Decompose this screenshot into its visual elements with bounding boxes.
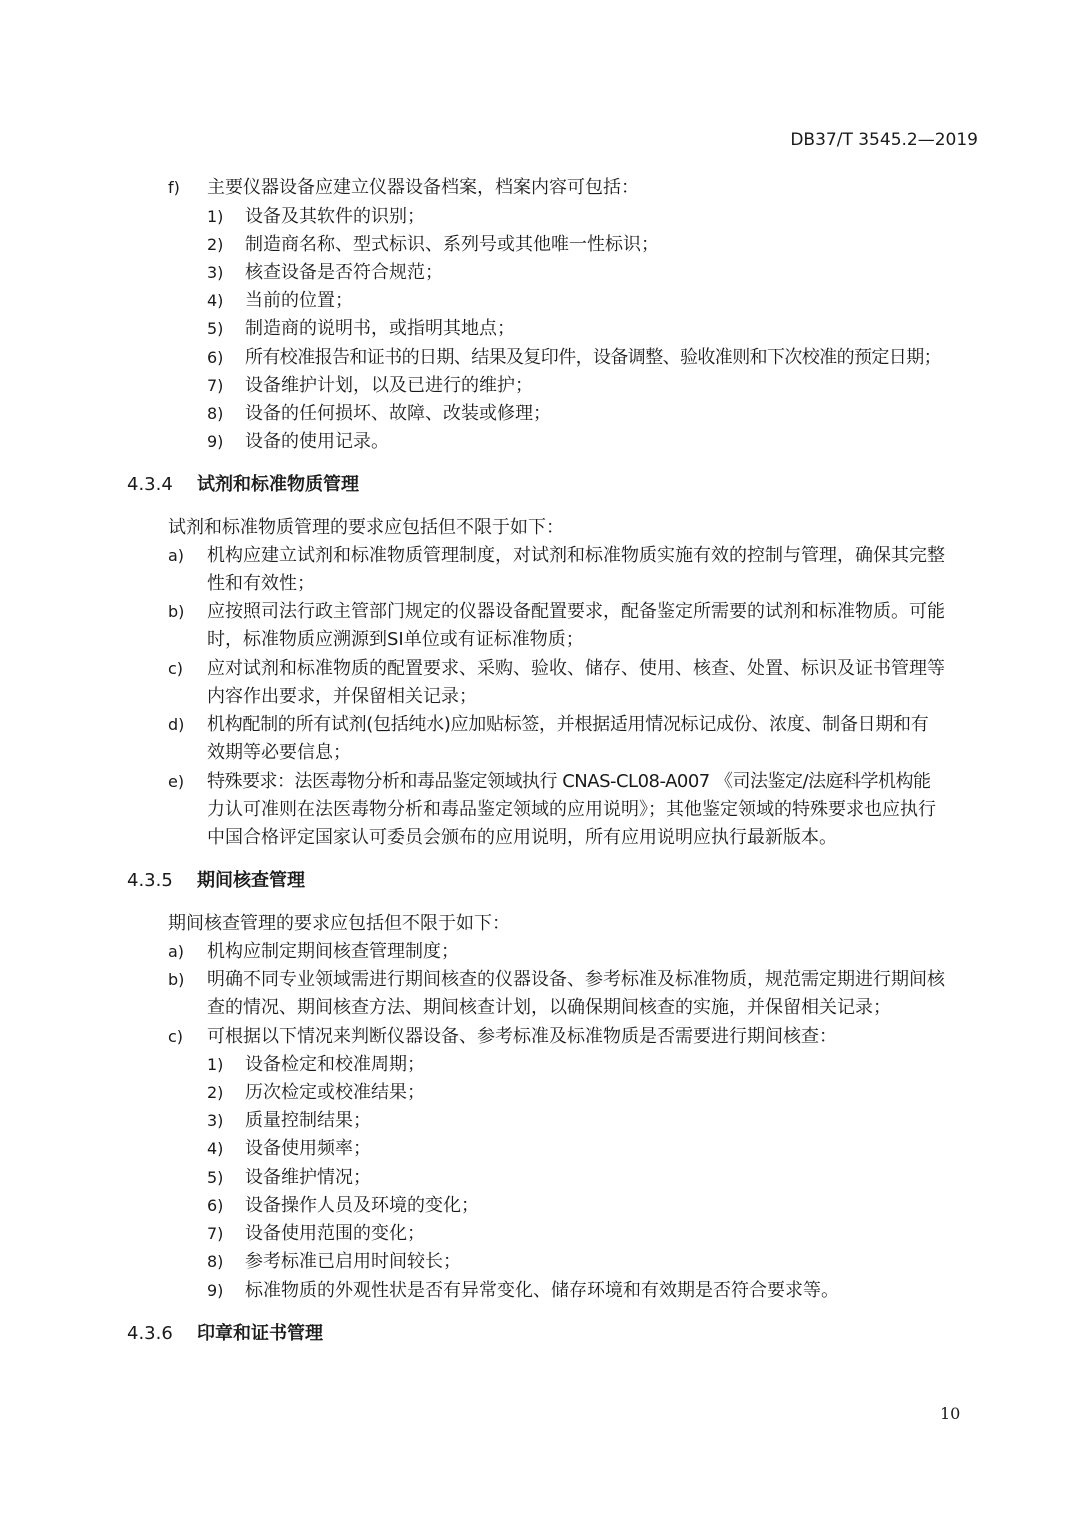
sublist-number: 6) [207,1196,224,1215]
sublist-number: 2) [207,1083,224,1102]
paragraph-line: 明确不同专业领域需进行期间核查的仪器设备、参考标准及标准物质，规范需定期进行期间核 [207,969,945,990]
section-number: 4.3.6 [127,1323,173,1344]
list-marker: a) [168,546,185,565]
sublist-number: 7) [207,376,224,395]
sublist-item: 设备及其软件的识别； [245,206,425,227]
section-heading-4-3-4 [127,473,359,497]
paragraph-line: 可根据以下情况来判断仪器设备、参考标准及标准物质是否需要进行期间核查： [207,1026,837,1047]
list-marker: b) [168,602,185,621]
paragraph-line: 特殊要求：法医毒物分析和毒品鉴定领域执行 CNAS-CL08-A007 《司法鉴定/法庭科学机构能 [207,771,931,792]
list-marker: c) [168,659,184,678]
sublist-number: 5) [207,1168,224,1187]
list-marker: a) [168,942,185,961]
sublist-item: 所有校准报告和证书的日期、结果及复印件，设备调整、验收准则和下次校准的预定日期； [245,347,941,368]
section-number: 4.3.4 [127,474,173,495]
section-heading-4-3-5 [127,869,305,893]
sublist-item: 设备检定和校准周期； [245,1054,425,1075]
paragraph-line: 主要仪器设备应建立仪器设备档案，档案内容可包括： [207,177,639,198]
sublist-item: 设备的任何损坏、故障、改装或修理； [245,403,551,424]
sublist-item: 历次检定或校准结果； [245,1082,425,1103]
section-title: 试剂和标准物质管理 [197,474,359,495]
sublist-item: 设备的使用记录。 [245,431,389,452]
paragraph-line: 查的情况、期间核查方法、期间核查计划，以确保期间核查的实施，并保留相关记录； [207,997,891,1018]
paragraph-line: 机构应建立试剂和标准物质管理制度，对试剂和标准物质实施有效的控制与管理，确保其完整 [207,545,945,566]
document-code: DB37/T 3545.2—2019 [790,130,978,150]
paragraph-line: 性和有效性； [207,573,315,594]
paragraph-line: 中国合格评定国家认可委员会颁布的应用说明，所有应用说明应执行最新版本。 [207,827,837,848]
list-marker: d) [168,715,185,734]
sublist-item: 参考标准已启用时间较长； [245,1251,461,1272]
list-marker: e) [168,772,185,791]
page-number: 10 [940,1404,961,1423]
sublist-number: 8) [207,1252,224,1271]
sublist-item: 核查设备是否符合规范； [245,262,443,283]
sublist-number: 9) [207,432,224,451]
paragraph-line: 力认可准则在法医毒物分析和毒品鉴定领域的应用说明》；其他鉴定领域的特殊要求也应执行 [207,799,936,820]
paragraph-line: 应按照司法行政主管部门规定的仪器设备配置要求，配备鉴定所需要的试剂和标准物质。可能 [207,601,945,622]
sublist-number: 3) [207,1111,224,1130]
sublist-number: 7) [207,1224,224,1243]
paragraph-line: 效期等必要信息； [207,742,351,763]
sublist-number: 4) [207,291,224,310]
sublist-item: 设备使用频率； [245,1138,371,1159]
sublist-number: 2) [207,235,224,254]
intro-paragraph: 期间核查管理的要求应包括但不限于如下： [168,913,510,934]
list-marker: f) [168,178,180,197]
list-marker: c) [168,1027,184,1046]
section-title: 印章和证书管理 [197,1323,323,1344]
sublist-item: 制造商的说明书，或指明其地点； [245,318,515,339]
list-marker: b) [168,970,185,989]
sublist-number: 1) [207,1055,224,1074]
paragraph-line: 机构应制定期间核查管理制度； [207,941,459,962]
sublist-number: 3) [207,263,224,282]
section-number: 4.3.5 [127,870,173,891]
sublist-number: 8) [207,404,224,423]
sublist-item: 设备使用范围的变化； [245,1223,425,1244]
paragraph-line: 应对试剂和标准物质的配置要求、采购、验收、储存、使用、核查、处置、标识及证书管理等 [207,658,945,679]
sublist-item: 质量控制结果； [245,1110,371,1131]
paragraph-line: 机构配制的所有试剂(包括纯水)应加贴标签，并根据适用情况标记成份、浓度、制备日期和有 [207,714,929,735]
intro-paragraph: 试剂和标准物质管理的要求应包括但不限于如下： [168,517,564,538]
section-title: 期间核查管理 [197,870,305,891]
sublist-item: 当前的位置； [245,290,353,311]
sublist-number: 9) [207,1281,224,1300]
sublist-item: 设备操作人员及环境的变化； [245,1195,479,1216]
sublist-item: 标准物质的外观性状是否有异常变化、储存环境和有效期是否符合要求等。 [245,1280,839,1301]
sublist-item: 设备维护情况； [245,1167,371,1188]
sublist-number: 4) [207,1139,224,1158]
sublist-number: 1) [207,207,224,226]
sublist-number: 5) [207,319,224,338]
section-heading-4-3-6 [127,1322,323,1346]
paragraph-line: 内容作出要求，并保留相关记录； [207,686,477,707]
sublist-item: 设备维护计划，以及已进行的维护； [245,375,533,396]
sublist-item: 制造商名称、型式标识、系列号或其他唯一性标识； [245,234,659,255]
sublist-number: 6) [207,348,224,367]
paragraph-line: 时，标准物质应溯源到SI单位或有证标准物质； [207,629,584,650]
